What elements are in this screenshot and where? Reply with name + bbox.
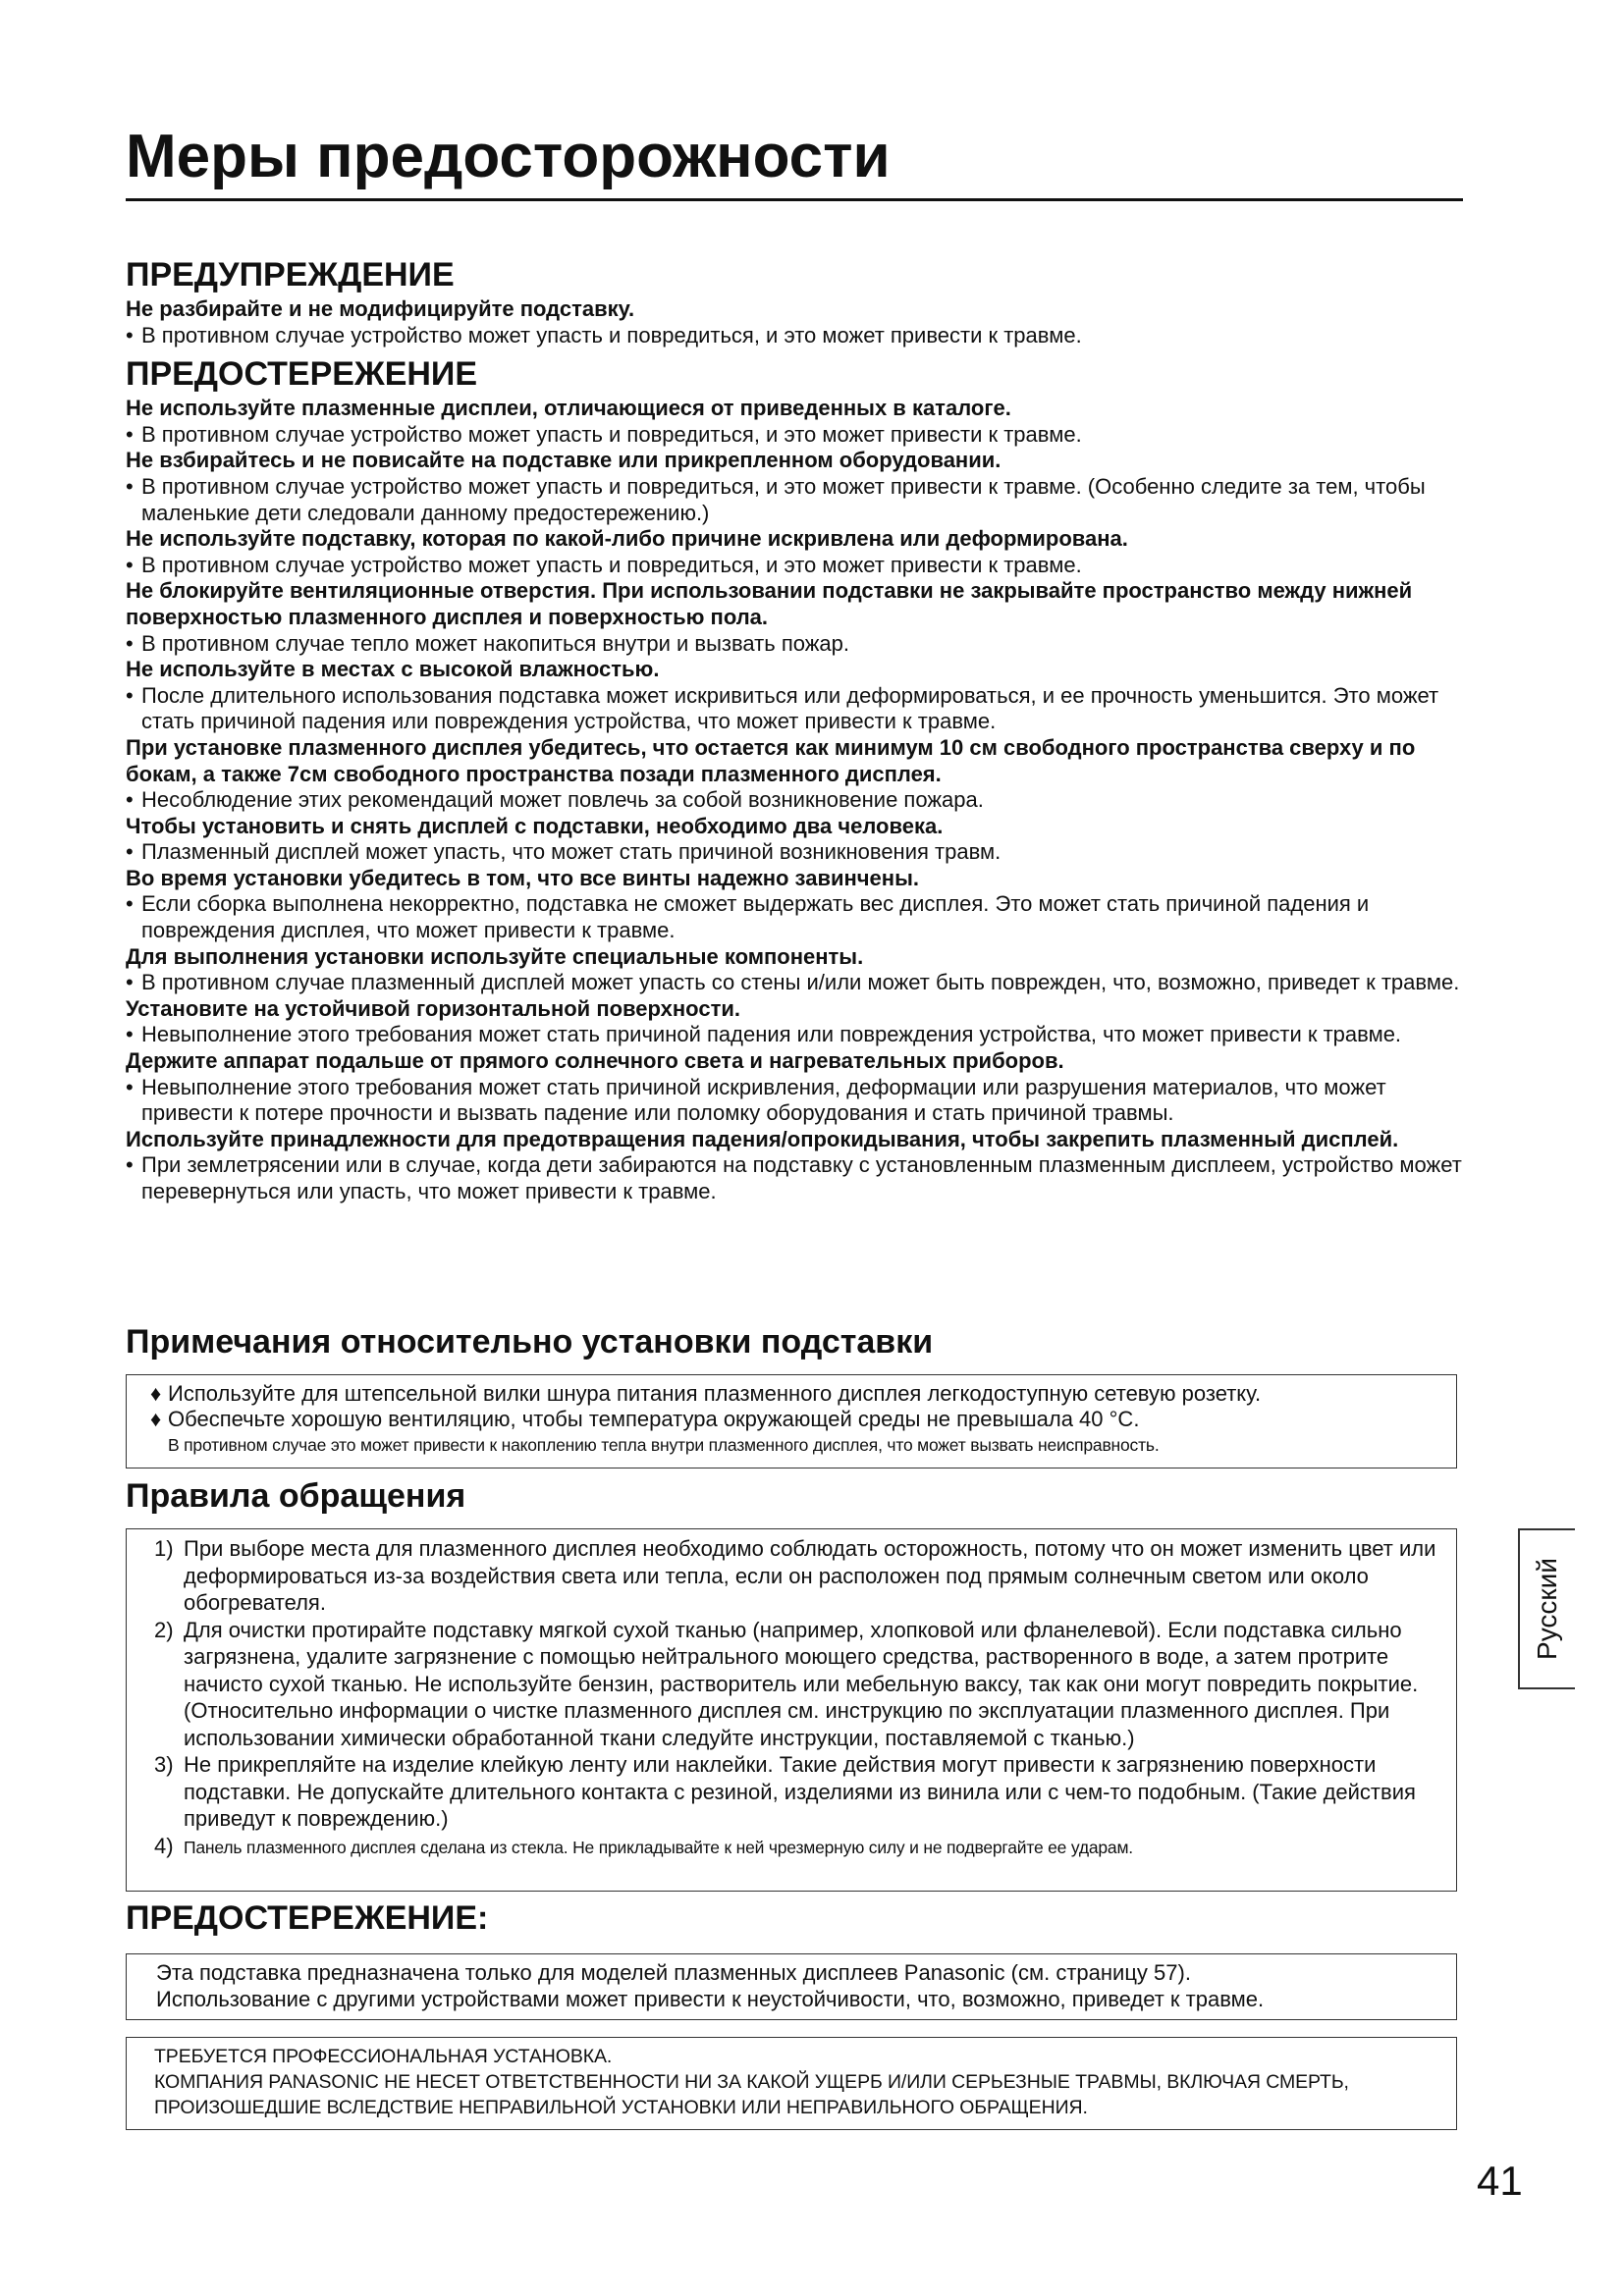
caution-rule: Установите на устойчивой горизонтальной поверхности. [126, 995, 740, 1021]
notes-item: ♦ Обеспечьте хорошую вентиляцию, чтобы температура окружающей среды не превышала 40 °C. [127, 1407, 1456, 1432]
handling-item-text: Не прикрепляйте на изделие клейкую ленту или наклейки. Такие действия могут привести к загрязнению поверхности подставки. Не допускайте длительного контакта с резиной, изделиями из винила или с чем-то подобным. (Такие действия приведут к повреждению.) [184, 1752, 1416, 1831]
caution-consequence: • При землетрясении или в случае, когда дети забираются на подставку с установленным плазменным дисплеем, устройство может перевернуться или упасть, что может привести к травме. [126, 1152, 1463, 1204]
handling-box [126, 1528, 1457, 1892]
page-number: 41 [1477, 2158, 1523, 2204]
handling-item-text: Для очистки протирайте подставку мягкой сухой тканью (например, хлопковой или фланелевой). Если подставка сильно загрязнена, удалите загрязнение с помощью нейтрального моющего средства, растворенного в воде, а затем протрите начисто сухой тканью. Не используйте бензин, растворитель или мебельную ваксу, так как они могут повредить покрытие. [184, 1617, 1419, 1696]
handling-item [127, 1833, 1456, 1862]
handling-item [127, 1535, 1456, 1617]
handling-heading: Правила обращения [126, 1477, 466, 1515]
handling-item-number: 1) [154, 1536, 174, 1561]
caution-consequence: • Несоблюдение этих рекомендаций может повлечь за собой возникновение пожара. [126, 787, 1463, 814]
caution2-line: Использование с другими устройствами может привести к неустойчивости, что, возможно, приведет к травме. [156, 1986, 1265, 2011]
handling-item [127, 1617, 1456, 1698]
notes-box [126, 1374, 1457, 1468]
caution2-box [126, 1953, 1457, 2020]
handling-item-text: При выборе места для плазменного дисплея необходимо соблюдать осторожность, потому что он может изменить цвет или деформироваться из-за воздействия света или тепла, если он расположен под прямым солнечным светом или около обогревателя. [184, 1536, 1436, 1615]
caution-rule: Для выполнения установки используйте специальные компоненты. [126, 943, 864, 969]
professional-line: ТРЕБУЕТСЯ ПРОФЕССИОНАЛЬНАЯ УСТАНОВКА. [154, 2046, 613, 2067]
caution-consequence: • В противном случае устройство может упасть и повредиться, и это может привести к травме. [126, 422, 1463, 449]
caution-consequence: • Невыполнение этого требования может стать причиной искривления, деформации или разрушения материалов, что может привести к потере прочности и вызвать падение или поломку оборудования и стать причиной травмы. [126, 1075, 1463, 1127]
caution-consequence: • В противном случае тепло может накопиться внутри и вызвать пожар. [126, 631, 1463, 658]
caution-consequence: • Невыполнение этого требования может стать причиной падения или повреждения устройства, что может привести к травме. [126, 1022, 1463, 1048]
warning-heading: ПРЕДУПРЕЖДЕНИЕ [126, 256, 455, 294]
caution-rule: Используйте принадлежности для предотвращения падения/опрокидывания, чтобы закрепить плазменный дисплей. [126, 1126, 1399, 1151]
warning-rule: Не разбирайте и не модифицируйте подставку. [126, 296, 635, 321]
professional-line: КОМПАНИЯ PANASONIC НЕ НЕСЕТ ОТВЕТСТВЕННОСТИ НИ ЗА КАКОЙ УЩЕРБ И/ИЛИ СЕРЬЕЗНЫЕ ТРАВМЫ, ВКЛЮЧАЯ СМЕРТЬ, ПРОИЗОШЕДШИЕ ВСЛЕДСТВИЕ НЕПРАВИЛЬНОЙ УСТАНОВКИ ИЛИ НЕПРАВИЛЬНОГО ОБРАЩЕНИЯ. [154, 2071, 1349, 2118]
caution-rule: Держите аппарат подальше от прямого солнечного света и нагревательных приборов. [126, 1048, 1064, 1074]
caution-consequence: • В противном случае устройство может упасть и повредиться, и это может привести к травме. [126, 553, 1463, 579]
caution-heading: ПРЕДОСТЕРЕЖЕНИЕ [126, 355, 478, 394]
caution-rule: Не используйте в местах с высокой влажностью. [126, 657, 660, 682]
caution-rule: Во время установки убедитесь в том, что все винты надежно завинчены. [126, 865, 919, 890]
language-tab-label: Русский [1532, 1558, 1562, 1660]
notes-heading: Примечания относительно установки подставки [126, 1323, 934, 1361]
handling-item [127, 1751, 1456, 1833]
warning-consequence: • В противном случае устройство может упасть и повредиться, и это может привести к травме. [126, 323, 1463, 349]
page-title: Меры предосторожности [126, 120, 1463, 201]
handling-item-text: Панель плазменного дисплея сделана из стекла. Не прикладывайте к ней чрезмерную силу и не подвергайте ее ударам. [184, 1837, 1133, 1857]
notes-subnote: В противном случае это может привести к накоплению тепла внутри плазменного дисплея, что может вызвать неисправность. [168, 1435, 1160, 1455]
caution-consequence: • После длительного использования подставка может искривиться или деформироваться, и ее прочность уменьшится. Это может стать причиной падения или повреждения устройства, что может привести к травме. [126, 683, 1463, 735]
handling-item-number: 4) [154, 1833, 174, 1858]
caution2-heading: ПРЕДОСТЕРЕЖЕНИЕ: [126, 1899, 489, 1937]
caution-rule: Не блокируйте вентиляционные отверстия. При использовании подставки не закрывайте пространство между нижней поверхностью плазменного дисплея и поверхностью пола. [126, 578, 1413, 629]
handling-item-number: 3) [154, 1752, 174, 1777]
caution-consequence: • Плазменный дисплей может упасть, что может стать причиной возникновения травм. [126, 839, 1463, 866]
caution-rule: При установке плазменного дисплея убедитесь, что остается как минимум 10 см свободного пространства сверху и по бокам, а также 7см свободного пространства позади плазменного дисплея. [126, 734, 1416, 786]
caution-consequence: • В противном случае плазменный дисплей может упасть со стены и/или может быть поврежден, что, возможно, приведет к травме. [126, 970, 1463, 996]
caution-rule: Не используйте подставку, которая по какой-либо причине искривлена или деформирована. [126, 526, 1128, 552]
caution2-line: Эта подставка предназначена только для моделей плазменных дисплеев Panasonic (см. страницу 57). [156, 1960, 1191, 1985]
caution-rule: Чтобы установить и снять дисплей с подставки, необходимо два человека. [126, 813, 944, 838]
handling-item-note [127, 1697, 1456, 1751]
handling-item-text: (Относительно информации о чистке плазменного дисплея см. инструкцию по эксплуатации плазменного дисплея. При использовании химически обработанной ткани следуйте инструкции, поставляемой с тканью.) [184, 1698, 1390, 1750]
caution-consequence: • В противном случае устройство может упасть и повредиться, и это может привести к травме. (Особенно следите за тем, чтобы маленькие дети следовали данному предостережению.) [126, 474, 1463, 526]
professional-box [126, 2037, 1457, 2130]
caution-rule: Не взбирайтесь и не повисайте на подставке или прикрепленном оборудовании. [126, 448, 1001, 473]
caution-rule: Не используйте плазменные дисплеи, отличающиеся от приведенных в каталоге. [126, 396, 1011, 421]
warnings-section [126, 253, 1463, 1205]
notes-item: ♦ Используйте для штепсельной вилки шнура питания плазменного дисплея легкодоступную сетевую розетку. [127, 1381, 1456, 1407]
handling-item-number: 2) [154, 1617, 174, 1642]
caution-consequence: • Если сборка выполнена некорректно, подставка не сможет выдержать вес дисплея. Это может стать причиной падения и повреждения дисплея, что может привести к травме. [126, 891, 1463, 943]
language-tab [1518, 1528, 1575, 1689]
